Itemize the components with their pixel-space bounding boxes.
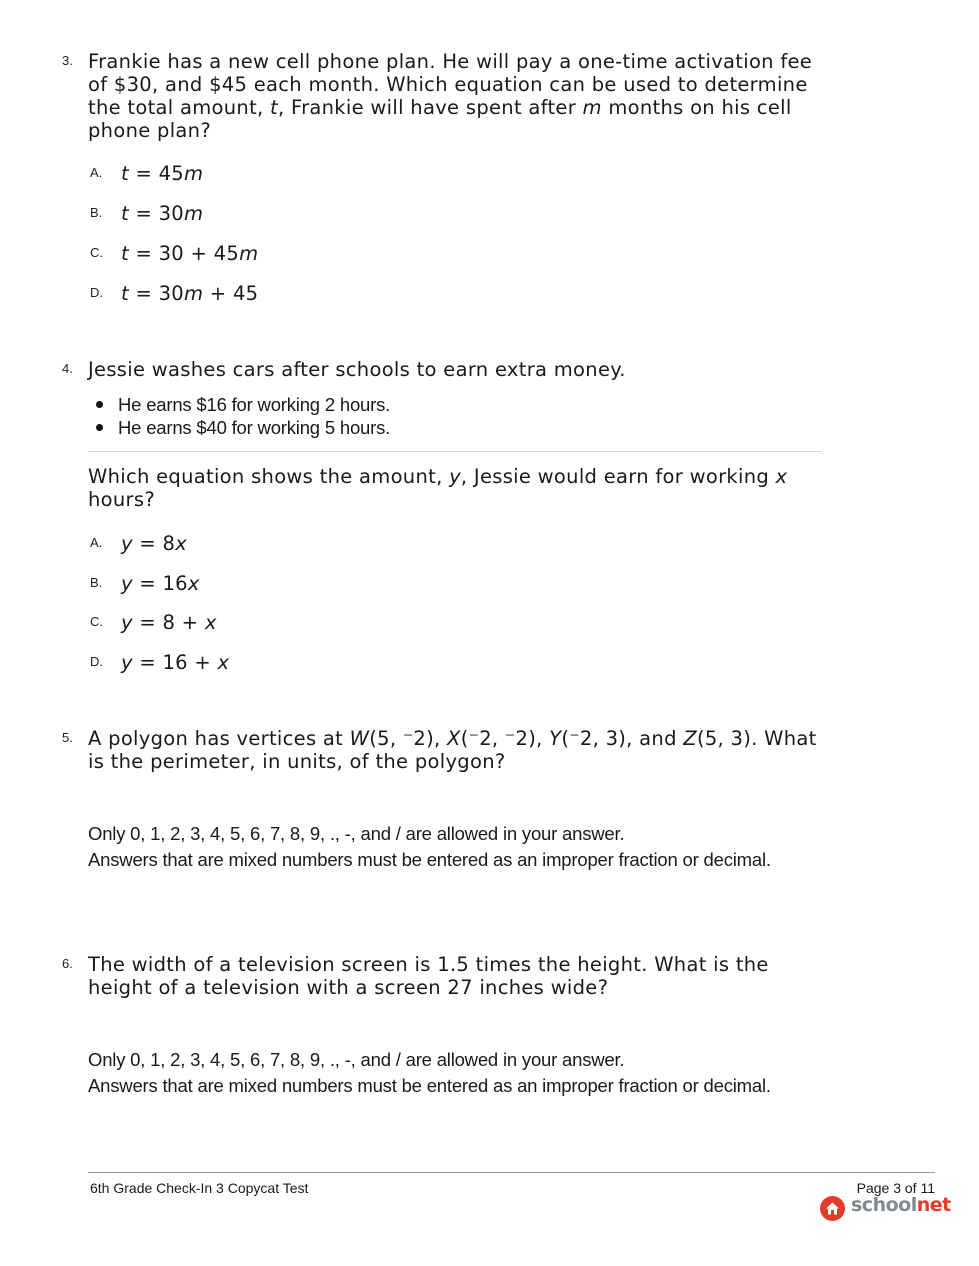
question-stem: Jessie washes cars after schools to earn extra money.	[88, 358, 626, 381]
question-stem: The width of a television screen is 1.5 times the height. What is the height of a television with a screen 27 inches wide?	[88, 953, 769, 999]
question-stem: Frankie has a new cell phone plan. He will pay a one-time activation fee of $30, and $45 each month. Which equation can be used to determine the total amount, t, Frankie will have spent after m months on his cell phone plan?	[88, 50, 813, 142]
bullet-icon	[96, 401, 103, 408]
answer-instructions: Only 0, 1, 2, 3, 4, 5, 6, 7, 8, 9, ., -, and / are allowed in your answer. Answers that are mixed numbers must be entered as an improper fraction or decimal.	[88, 823, 771, 870]
test-name: 6th Grade Check-In 3 Copycat Test	[90, 1180, 309, 1196]
question-number: 4.	[62, 361, 73, 376]
page-number: Page 3 of 11	[856, 1180, 935, 1196]
question-number: 5.	[62, 730, 73, 745]
divider	[88, 451, 822, 452]
list-item: He earns $16 for working 2 hours.	[96, 393, 390, 416]
bullet-icon	[96, 424, 103, 431]
footer-divider	[88, 1172, 935, 1173]
bullet-list	[96, 393, 390, 439]
question-number: 3.	[62, 53, 73, 68]
question-stem: A polygon has vertices at W(5, ⁻2), X(⁻2, ⁻2), Y(⁻2, 3), and Z(5, 3). What is the perimeter, in units, of the polygon?	[88, 727, 817, 773]
list-item: He earns $40 for working 5 hours.	[96, 416, 390, 439]
logo-wordmark: schoolnet	[851, 1194, 951, 1216]
question-number: 6.	[62, 956, 73, 971]
house-icon	[820, 1196, 845, 1221]
answer-instructions: Only 0, 1, 2, 3, 4, 5, 6, 7, 8, 9, ., -, and / are allowed in your answer. Answers that are mixed numbers must be entered as an improper fraction or decimal.	[88, 1049, 771, 1096]
schoolnet-logo	[820, 1194, 951, 1222]
question-prompt: Which equation shows the amount, y, Jessie would earn for working x hours?	[88, 465, 788, 511]
